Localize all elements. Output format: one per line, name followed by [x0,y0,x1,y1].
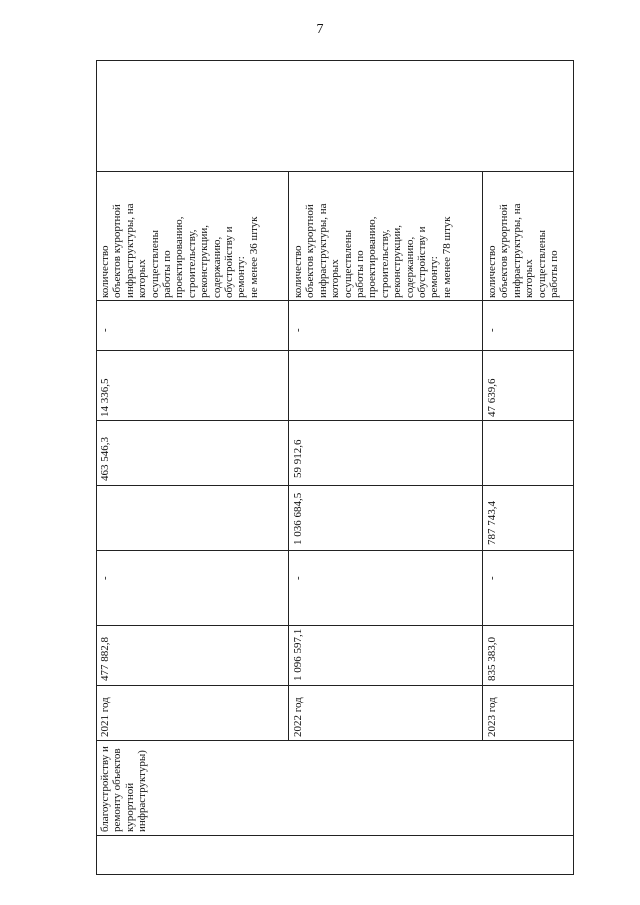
row-divider [482,171,483,740]
indicator-text: объектов курортной [304,204,317,298]
indicator-cell-2022 [292,204,453,298]
year-cell-2021: 2021 год [99,697,111,737]
indicator-text: инфраструктуры, на [123,203,136,298]
indicator-text: работы по [354,250,367,298]
indicator-text: осуществлены [148,229,161,298]
column-divider [96,740,574,741]
section-label-line: курортной [123,782,136,832]
regional-cell-2021: 463 546,3 [99,437,111,481]
indicator-text: осуществлены [535,229,548,298]
indicator-text: обустройству и [223,226,236,298]
indicator-text: осуществлены [341,229,354,298]
table-border-bottom [96,874,574,875]
column-divider [96,171,574,172]
other-cell-2021: - [99,328,111,332]
indicator-text: содержанию, [210,236,223,298]
indicator-text: обустройству и [416,226,429,298]
year-cell-2023: 2023 год [486,697,498,737]
column-divider [96,685,574,686]
indicator-text: работы по [548,250,561,298]
section-label-line: инфраструктуры) [136,750,149,832]
indicator-text: инфраструктуры, на [316,203,329,298]
indicator-text: количество [292,245,304,298]
other-cell-2023: - [486,328,498,332]
federal-cell-2023: - [486,576,498,580]
indicator-text: строительству, [378,229,391,298]
funding-table [96,60,574,875]
section-label-line: благоустройству и [99,746,111,832]
column-divider [96,625,574,626]
indicator-text: объектов курортной [498,204,511,298]
column-divider [96,835,574,836]
indicator-text: количество [486,245,498,298]
local-cell-2022: 59 912,6 [292,439,304,478]
indicator-text: строительству, [185,229,198,298]
indicator-text: работы по [161,250,174,298]
row-divider [288,171,289,740]
indicator-text: реконструкции, [198,225,211,298]
indicator-text: которых [523,259,536,298]
indicator-cell-2023 [486,204,560,298]
local-cell-2021: 14 336,5 [99,378,111,417]
year-cell-2022: 2022 год [292,697,304,737]
table-border-top [96,60,574,61]
indicator-text: не менее 36 штук [247,216,260,298]
regional-cell-2022: 1 036 684,5 [292,492,304,545]
column-divider [96,485,574,486]
section-label-line: ремонту объектов [111,748,124,832]
total-cell-2021: 477 882,8 [99,637,111,681]
indicator-text: не менее 78 штук [440,216,453,298]
table-border-left [96,60,97,875]
indicator-text: ремонту: [235,256,248,298]
indicator-text: ремонту: [428,256,441,298]
indicator-text: объектов курортной [111,204,124,298]
local-cell-2023: 47 639,6 [486,378,498,417]
indicator-text: количество [99,245,111,298]
column-divider [96,550,574,551]
section-label [99,746,149,832]
indicator-text: которых [136,259,149,298]
regional-cell-2023: 787 743,4 [486,501,498,545]
other-cell-2022: - [292,328,304,332]
column-divider [96,300,574,301]
federal-cell-2022: - [292,576,304,580]
indicator-text: содержанию, [403,236,416,298]
table-border-right [573,60,574,875]
indicator-text: которых [329,259,342,298]
total-cell-2023: 835 383,0 [486,637,498,681]
indicator-text: реконструкции, [391,225,404,298]
page-number: 7 [316,22,324,37]
federal-cell-2021: - [99,576,111,580]
indicator-text: проектированию, [173,216,186,298]
indicator-text: проектированию, [366,216,379,298]
indicator-cell-2021 [99,204,260,298]
total-cell-2022: 1 096 597,1 [292,628,304,681]
indicator-text: инфраструктуры, на [510,203,523,298]
column-divider [96,420,574,421]
column-divider [96,350,574,351]
